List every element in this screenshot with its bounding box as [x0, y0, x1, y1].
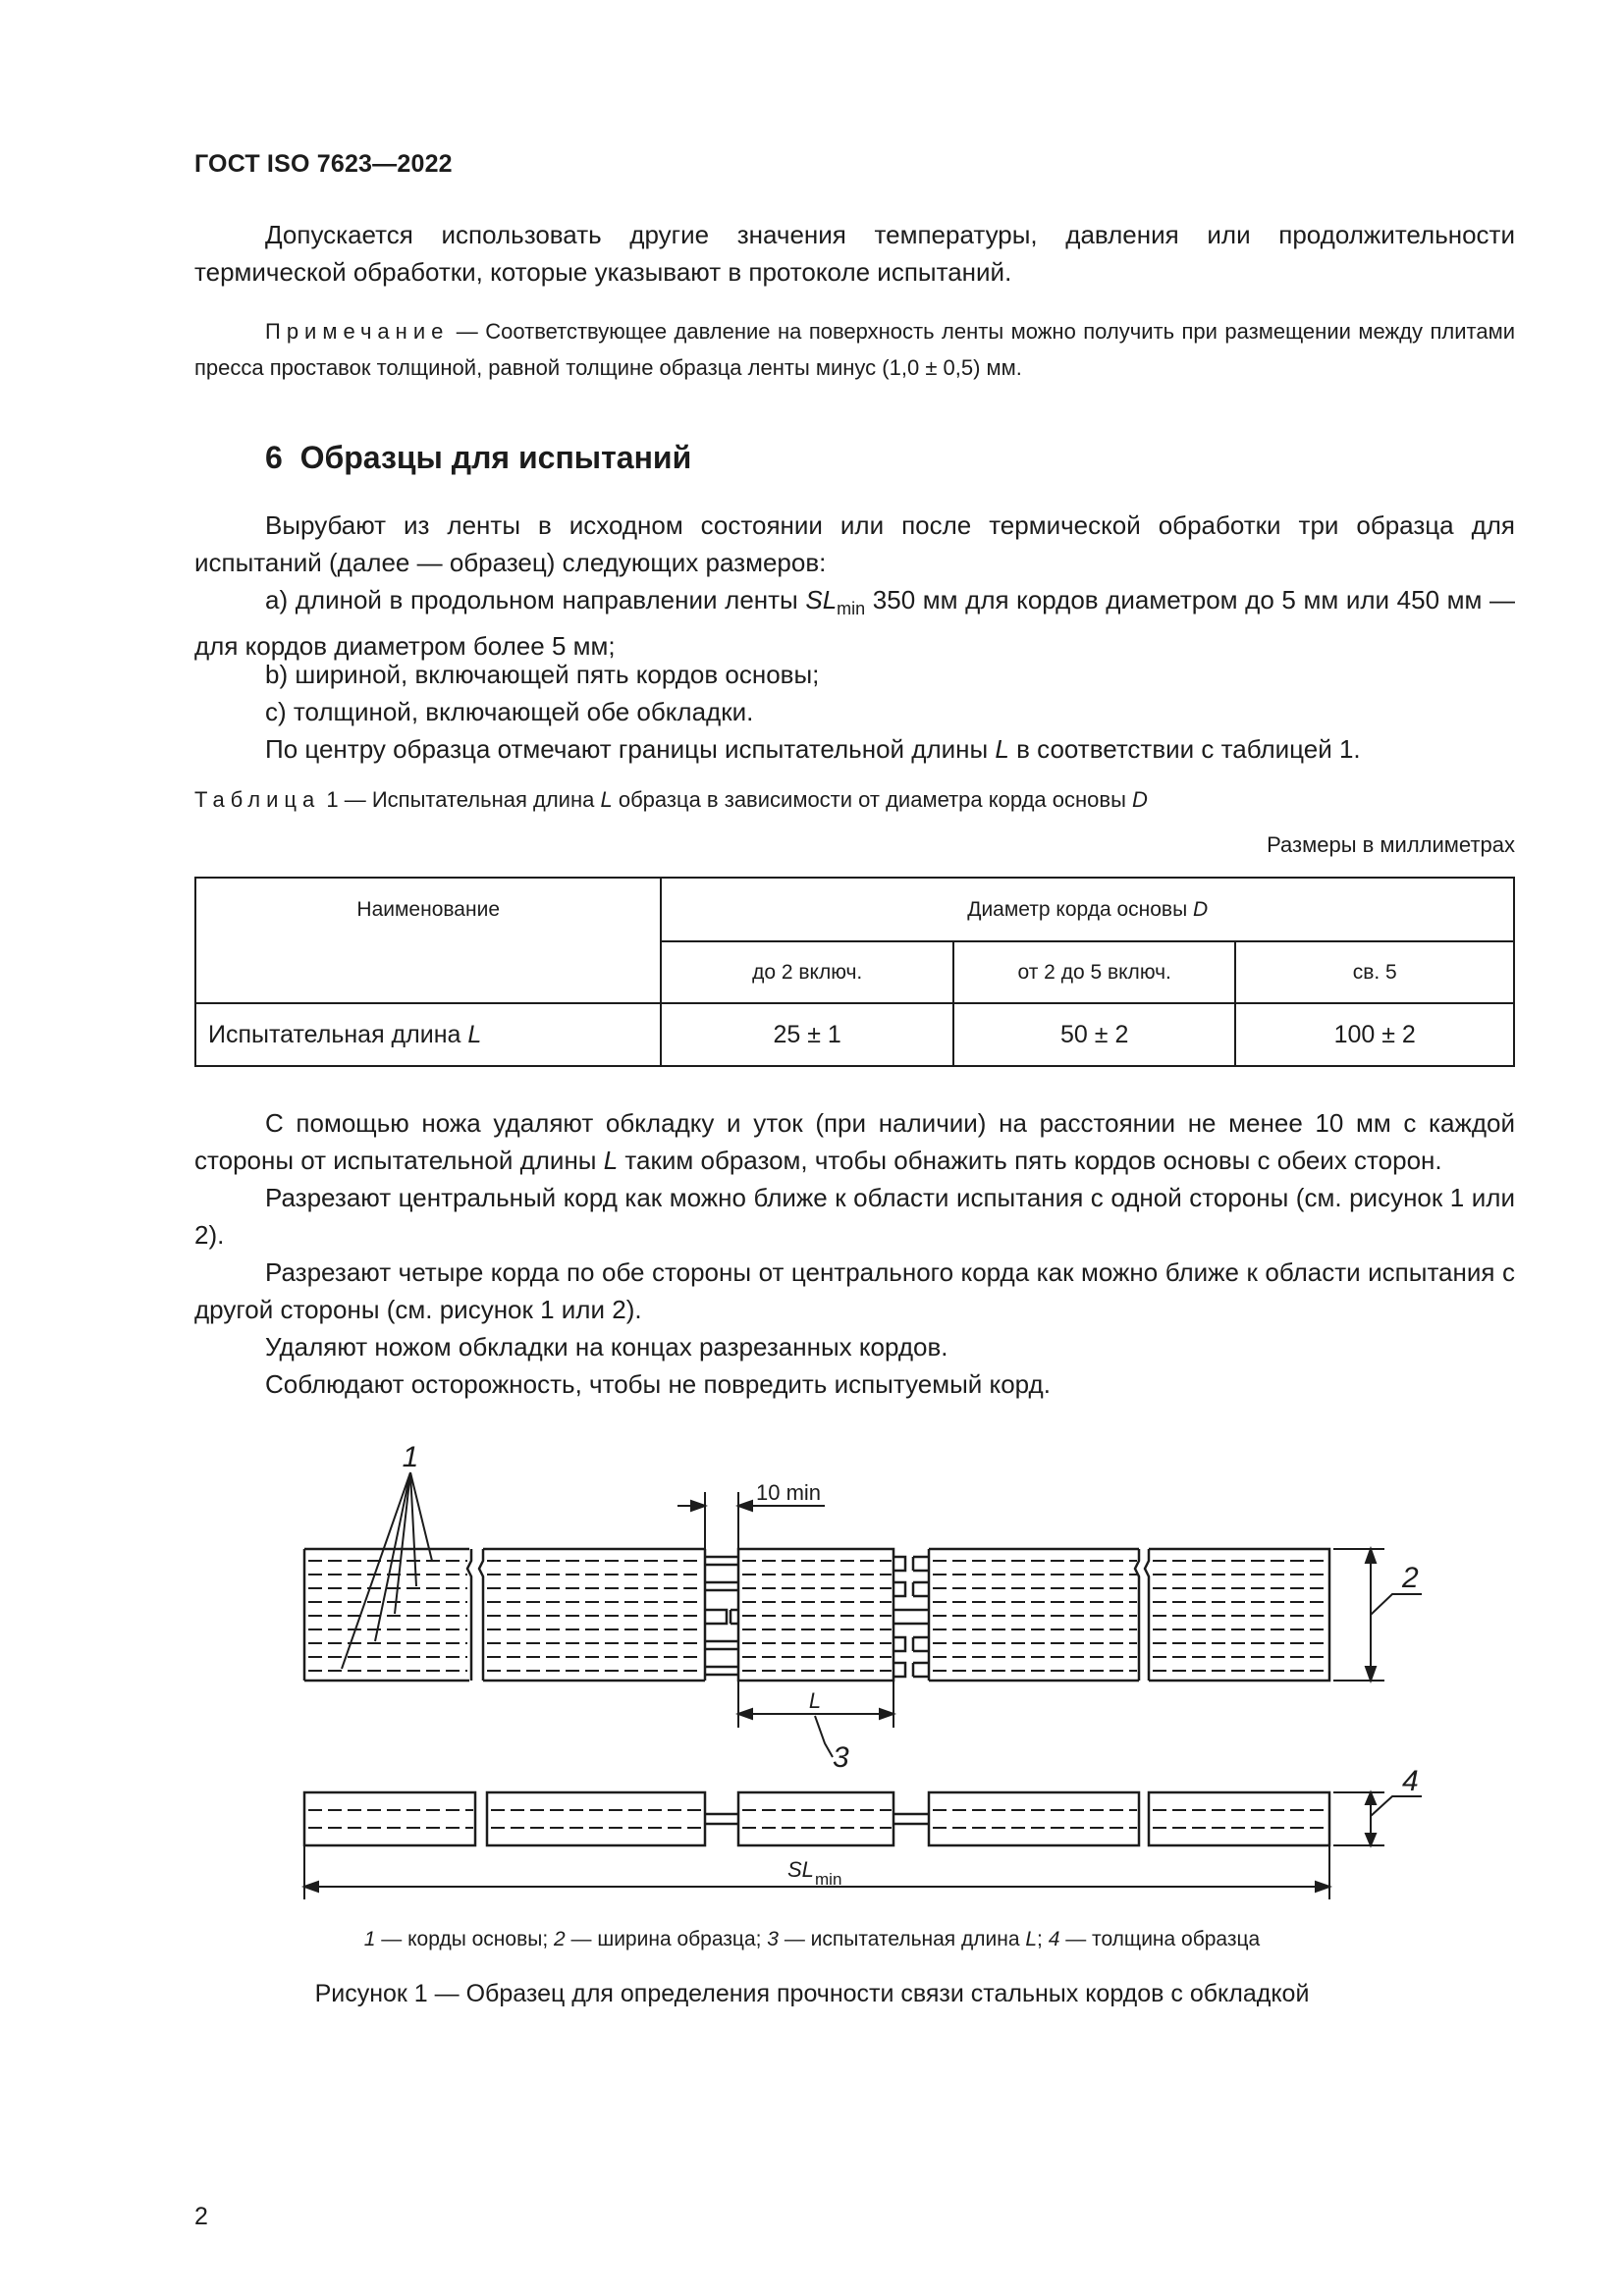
break-line: [467, 1549, 471, 1681]
test-length-table: [194, 877, 1515, 1067]
paragraph-cut-samples: Вырубают из ленты в исходном состоянии или после термической обработки три образца для испытаний (далее — образец) следующих размеров:: [194, 510, 1515, 577]
side-view-cords: [308, 1810, 1326, 1828]
page-number: 2: [194, 2203, 208, 2230]
mark-length-text-end: в соответствии с таблицей 1.: [1008, 734, 1361, 764]
side-view-strip: [304, 1792, 1329, 1845]
table-header-diameter: [661, 878, 1514, 941]
table-cell: 25 ± 1: [661, 1003, 953, 1066]
note-label: Примечание: [265, 319, 450, 344]
symbol-sl: SL: [805, 585, 838, 614]
key-text: ;: [1037, 1928, 1049, 1950]
diameter-header-text: Диаметр корда основы: [967, 897, 1194, 921]
document-header: ГОСТ ISO 7623—2022: [194, 150, 453, 178]
label-1: 1: [402, 1441, 419, 1473]
note: [194, 313, 1515, 386]
intro-paragraph: Допускается использовать другие значения температуры, давления или продолжительности термической обработки, которые указывают в протоколе испытаний.: [194, 220, 1515, 287]
dimension-sl-subscript: min: [815, 1870, 842, 1889]
paragraph-caution: Соблюдают осторожность, чтобы не повредить испытуемый корд.: [265, 1369, 1051, 1399]
figure-caption: Рисунок 1 — Образец для определения прочности связи стальных кордов с обкладкой: [314, 1980, 1310, 2007]
list-item-b: b) шириной, включающей пять кордов основы;: [265, 660, 820, 689]
symbol-l: L: [603, 1146, 619, 1175]
break-line: [479, 1549, 483, 1681]
paragraph-remove-cover: [194, 1104, 1515, 1179]
dimension-10-min: 10 min: [756, 1480, 822, 1505]
key-number: 2: [554, 1928, 566, 1950]
table-subheader: до 2 включ.: [661, 941, 953, 1003]
table-cell: 50 ± 2: [953, 1003, 1236, 1066]
paragraph-cut-central: Разрезают центральный корд как можно ближе к области испытания с одной стороны (см. рисунок 1 или 2).: [194, 1183, 1515, 1250]
table-subheader: от 2 до 5 включ.: [953, 941, 1236, 1003]
list-item-a: [194, 581, 1515, 665]
paragraph-cut-four: Разрезают четыре корда по обе стороны от центрального корда как можно ближе к области испытания с другой стороны (см. рисунок 1 или 2).: [194, 1257, 1515, 1324]
symbol-l: L: [995, 734, 1009, 764]
remove-cover-text: С помощью ножа удаляют обкладку и уток (при наличии) на расстоянии не менее 10 мм с каждой стороны от испытательной длины: [194, 1108, 1515, 1175]
key-number: 4: [1048, 1928, 1060, 1950]
table-caption-symbol-d: D: [1132, 787, 1148, 812]
table-header-row: [195, 878, 1514, 941]
list-item-c: c) толщиной, включающей обе обкладки.: [265, 697, 754, 726]
table-caption-text-mid: образца в зависимости от диаметра корда основы: [612, 787, 1132, 812]
table-caption-symbol-l: L: [600, 787, 613, 812]
remove-cover-text-end: таким образом, чтобы обнажить пять кордов основы с обеих сторон.: [618, 1146, 1442, 1175]
label-3: 3: [833, 1741, 849, 1774]
section-number: 6: [265, 440, 283, 475]
dimension-sl: SL: [787, 1857, 814, 1882]
key-text: — толщина образца: [1059, 1928, 1261, 1950]
table-header-name: Наименование: [195, 878, 661, 1003]
units-note: Размеры в миллиметрах: [1267, 832, 1515, 857]
key-text: — корды основы;: [375, 1928, 554, 1950]
table-subheader: св. 5: [1235, 941, 1514, 1003]
figure-sample-diagram: [0, 1414, 1624, 1904]
row-label-text: Испытательная длина: [208, 1020, 468, 1048]
thickness-dimension: [1333, 1792, 1422, 1845]
table-caption: [194, 787, 1148, 813]
symbol-sl-subscript: min: [837, 599, 866, 619]
mark-length-text: По центру образца отмечают границы испытательной длины: [265, 734, 996, 764]
paragraph-mark-length: [265, 730, 1361, 768]
table-cell: 100 ± 2: [1235, 1003, 1514, 1066]
key-symbol: L: [1025, 1928, 1038, 1950]
table-row-label: [195, 1003, 661, 1066]
label-4: 4: [1402, 1765, 1419, 1797]
section-title: Образцы для испытаний: [299, 440, 692, 475]
figure-key: [0, 1928, 1624, 1951]
paragraph-remove-ends: Удаляют ножом обкладки на концах разрезанных кордов.: [265, 1332, 948, 1362]
key-text: — испытательная длина: [778, 1928, 1026, 1950]
exposed-cords-left: [705, 1557, 738, 1675]
table-row: [195, 1003, 1514, 1066]
cord-leader-lines: [342, 1472, 432, 1669]
key-text: — ширина образца;: [565, 1928, 768, 1950]
section-heading: [265, 440, 691, 476]
diameter-header-symbol: D: [1193, 897, 1209, 921]
break-line: [1145, 1549, 1149, 1681]
cords-dashed: [308, 1561, 1326, 1671]
item-a-text: a) длиной в продольном направлении ленты: [265, 585, 806, 614]
item-a-text-end: 350 мм для кордов диаметром до 5 мм или 450 мм — для кордов диаметром более 5 мм;: [194, 585, 1516, 662]
label-2: 2: [1402, 1562, 1419, 1594]
note-text: — Соответствующее давление на поверхность ленты можно получить при размещении между плитами пресса проставок толщиной, равной толщине образца ленты минус (1,0 ± 0,5) мм.: [194, 319, 1515, 380]
table-caption-label: Таблица: [194, 787, 321, 812]
row-label-symbol: L: [467, 1020, 482, 1048]
dimension-l: L: [808, 1688, 822, 1713]
exposed-cords-right: [893, 1557, 929, 1677]
table-caption-text: 1 — Испытательная длина: [320, 787, 601, 812]
key-number: 1: [363, 1928, 376, 1950]
key-number: 3: [767, 1928, 779, 1950]
